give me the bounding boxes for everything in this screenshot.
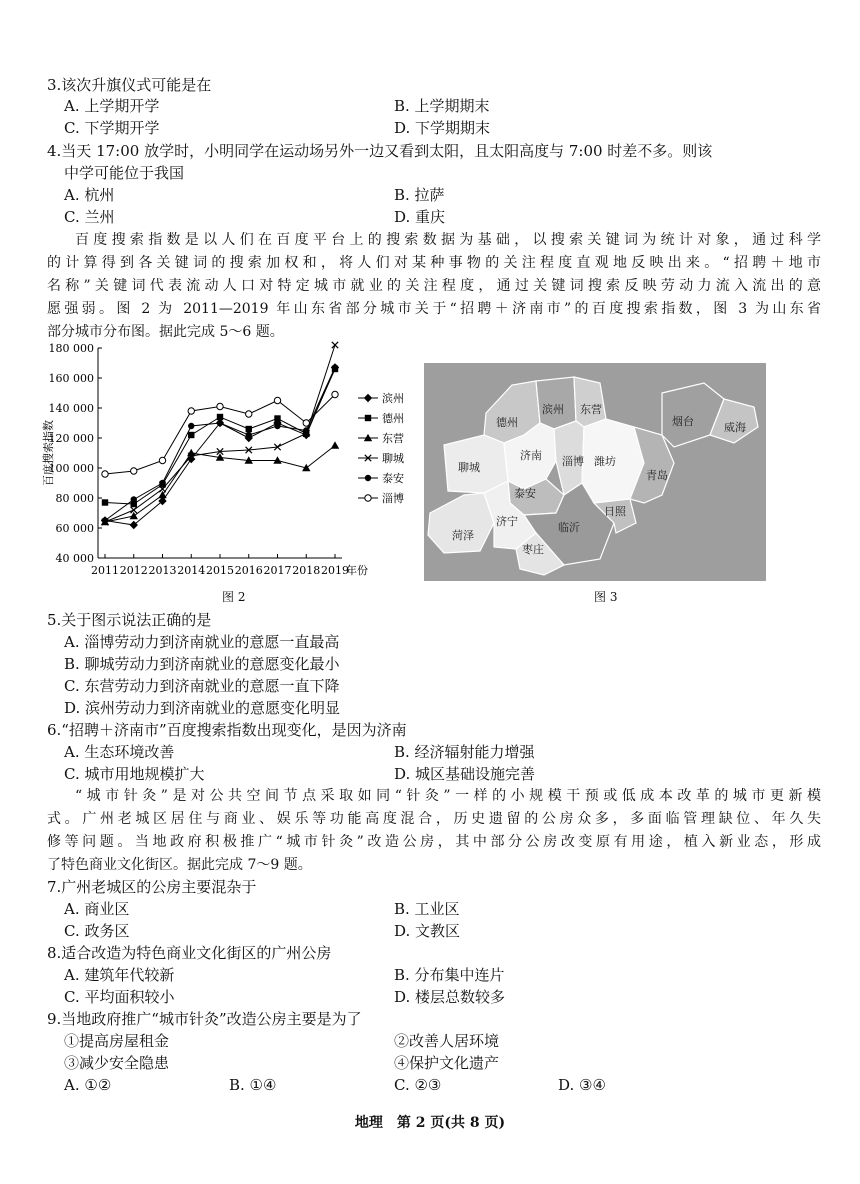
series-line [105, 368, 335, 521]
x-tick-label: 2015 [206, 564, 234, 577]
x-tick-label: 2013 [148, 564, 177, 577]
y-tick-label: 80 000 [55, 492, 94, 505]
q7-stem: 7.广州老城区的公房主要混杂于 [47, 878, 257, 896]
passage1-line3: 名称”关键词代表流动人口对特定城市就业的关注程度，通过关键词搜索反映劳动力流入流出的意 [47, 278, 821, 294]
map-label: 菏泽 [452, 529, 474, 542]
map-label: 日照 [604, 505, 626, 518]
x-tick-label: 2019 [321, 564, 349, 577]
x-tick-label: 2017 [263, 564, 292, 577]
map-label: 济宁 [496, 515, 518, 528]
q4-option-c: C. 兰州 [64, 208, 115, 226]
q6-stem: 6.“招聘＋济南市”百度搜索指数出现变化，是因为济南 [47, 721, 407, 739]
figure3-caption: 图 3 [594, 590, 618, 604]
q8-stem: 8.适合改造为特色商业文化街区的广州公房 [47, 944, 332, 962]
legend-marker [364, 394, 372, 402]
map-label: 潍坊 [594, 455, 616, 468]
legend-item [358, 391, 404, 405]
q3-stem: 3.该次升旗仪式可能是在 [47, 76, 212, 94]
map-label: 威海 [724, 421, 746, 434]
y-tick-label: 40 000 [55, 552, 94, 565]
x-tick-label: 2011 [91, 564, 119, 577]
legend-label: 德州 [382, 412, 404, 425]
data-point [188, 432, 194, 438]
data-point [274, 423, 280, 429]
q9-option-a: A. ①② [64, 1076, 112, 1094]
data-point [303, 420, 309, 426]
passage2-line1: “城市针灸”是对公共空间节点采取如同“针灸”一样的小规模干预或低成本改革的城市更新模 [75, 788, 821, 804]
series-泰安 [102, 364, 338, 523]
search-index-chart [40, 340, 420, 585]
passage1-line1: 百度搜索指数是以人们在百度平台上的搜索数据为基础，以搜索关键词为统计对象，通过科学 [75, 232, 821, 248]
figure2-caption: 图 2 [222, 590, 246, 604]
data-point [131, 468, 137, 474]
q4-stem-line1: 4.当天 17:00 放学时，小明同学在运动场另外一边又看到太阳，且太阳高度与 7:00 时差不多。则该 [47, 142, 713, 160]
map-label: 泰安 [514, 487, 536, 500]
legend-marker [365, 415, 371, 421]
data-point [159, 480, 165, 486]
legend-label: 东营 [382, 432, 404, 445]
legend-item [358, 491, 404, 505]
shandong-city-map [424, 363, 766, 581]
data-point [102, 517, 108, 523]
map-label: 枣庄 [522, 543, 544, 556]
map-label: 东营 [580, 403, 602, 416]
q3-option-a: A. 上学期开学 [64, 97, 160, 115]
data-point [331, 441, 339, 448]
legend-item [358, 412, 404, 425]
y-tick-label: 100 000 [48, 462, 94, 475]
data-point [246, 411, 252, 417]
q7-option-d: D. 文教区 [394, 922, 461, 940]
y-tick-label: 160 000 [48, 372, 94, 385]
data-point [217, 420, 223, 426]
q9-option-c: C. ②③ [394, 1076, 442, 1094]
legend-item [358, 471, 404, 485]
q7-option-b: B. 工业区 [394, 900, 460, 918]
x-tick-label: 2014 [177, 564, 206, 577]
map-label: 淄博 [562, 455, 584, 468]
data-point [274, 397, 280, 403]
passage1-line5: 部分城市分布图。据此完成 5～6 题。 [47, 324, 284, 340]
y-tick-label: 60 000 [55, 522, 94, 535]
q4-option-d: D. 重庆 [394, 208, 446, 226]
q9-item-2: ②改善人居环境 [394, 1032, 500, 1050]
q9-stem: 9.当地政府推广“城市针灸”改造公房主要是为了 [47, 1010, 362, 1028]
q4-option-b: B. 拉萨 [394, 186, 445, 204]
y-axis-label: 百度搜索指数 [42, 420, 55, 486]
passage1-line2: 的计算得到各关键词的搜索加权和，将人们对某种事物的关注程度直观地反映出来。“招聘＋地市 [47, 255, 821, 271]
data-point [102, 471, 108, 477]
data-point [102, 499, 108, 505]
map-label: 烟台 [672, 415, 694, 428]
data-point [217, 403, 223, 409]
data-point [332, 364, 338, 370]
q6-option-a: A. 生态环境改善 [64, 743, 175, 761]
x-axis-label: 年份 [346, 564, 368, 577]
data-point [332, 342, 338, 348]
q6-option-b: B. 经济辐射能力增强 [394, 743, 535, 761]
q6-option-c: C. 城市用地规模扩大 [64, 765, 205, 783]
map-label: 济南 [520, 449, 542, 462]
map-label: 青岛 [646, 469, 668, 482]
data-point [217, 414, 223, 420]
q8-option-c: C. 平均面积较小 [64, 988, 175, 1006]
q5-option-a: A. 淄博劳动力到济南就业的意愿一直最高 [64, 633, 340, 651]
y-tick-label: 120 000 [48, 432, 94, 445]
q3-option-d: D. 下学期期末 [394, 119, 491, 137]
q5-stem: 5.关于图示说法正确的是 [47, 611, 212, 629]
legend-marker [365, 495, 371, 501]
q4-stem-line2: 中学可能位于我国 [64, 164, 185, 182]
q5-option-d: D. 滨州劳动力到济南就业的意愿变化明显 [64, 699, 341, 717]
q4-option-a: A. 杭州 [64, 186, 115, 204]
q9-option-d: D. ③④ [558, 1076, 606, 1094]
q3-option-b: B. 上学期期末 [394, 97, 490, 115]
q5-option-b: B. 聊城劳动力到济南就业的意愿变化最小 [64, 655, 340, 673]
y-tick-label: 180 000 [48, 342, 94, 355]
data-point [188, 423, 194, 429]
q7-option-a: A. 商业区 [64, 900, 130, 918]
page-footer: 地理 第 2 页(共 8 页) [354, 1115, 506, 1131]
map-label: 聊城 [458, 461, 480, 474]
q5-option-c: C. 东营劳动力到济南就业的意愿一直下降 [64, 677, 340, 695]
passage2-line4: 了特色商业文化街区。据此完成 7～9 题。 [47, 857, 312, 873]
y-tick-label: 140 000 [48, 402, 94, 415]
legend-label: 聊城 [382, 452, 404, 465]
q7-option-c: C. 政务区 [64, 922, 130, 940]
legend-marker [365, 475, 371, 481]
x-tick-label: 2016 [234, 564, 263, 577]
series-德州 [102, 366, 338, 507]
x-tick-label: 2012 [119, 564, 148, 577]
legend-label: 泰安 [382, 472, 404, 485]
legend-item [358, 451, 404, 465]
data-point [246, 432, 252, 438]
q6-option-d: D. 城区基础设施完善 [394, 765, 536, 783]
q8-option-b: B. 分布集中连片 [394, 966, 505, 984]
q9-item-1: ①提高房屋租金 [64, 1032, 170, 1050]
q3-option-c: C. 下学期开学 [64, 119, 160, 137]
map-label: 临沂 [558, 521, 580, 534]
data-point [246, 426, 252, 432]
data-point [303, 427, 309, 433]
map-label: 滨州 [542, 403, 564, 416]
series-line [105, 345, 335, 522]
legend-item [358, 431, 404, 445]
q8-option-a: A. 建筑年代较新 [64, 966, 175, 984]
q9-item-4: ④保护文化遗产 [394, 1054, 500, 1072]
passage2-line3: 修等问题。当地政府积极推广“城市针灸”改造公房，其中部分公房改变原有用途，植入新业态，形成 [47, 834, 821, 850]
passage1-line4: 愿强弱。图 2 为 2011—2019 年山东省部分城市关于“招聘＋济南市”的百度搜索指数，图 3 为山东省 [47, 301, 821, 317]
passage2-line2: 式。广州老城区居住与商业、娱乐等功能高度混合，历史遗留的公房众多，多面临管理缺位、年久失 [47, 811, 821, 827]
series-淄博 [102, 391, 338, 477]
legend-label: 滨州 [382, 392, 404, 405]
q9-option-b: B. ①④ [229, 1076, 277, 1094]
data-point [159, 457, 165, 463]
q9-item-3: ③减少安全隐患 [64, 1054, 170, 1072]
data-point [274, 415, 280, 421]
map-label: 德州 [496, 416, 518, 429]
legend-label: 淄博 [382, 492, 404, 505]
x-tick-label: 2018 [292, 564, 321, 577]
q8-option-d: D. 楼层总数较多 [394, 988, 506, 1006]
data-point [131, 496, 137, 502]
data-point [188, 408, 194, 414]
series-line [105, 368, 335, 526]
data-point [332, 391, 338, 397]
